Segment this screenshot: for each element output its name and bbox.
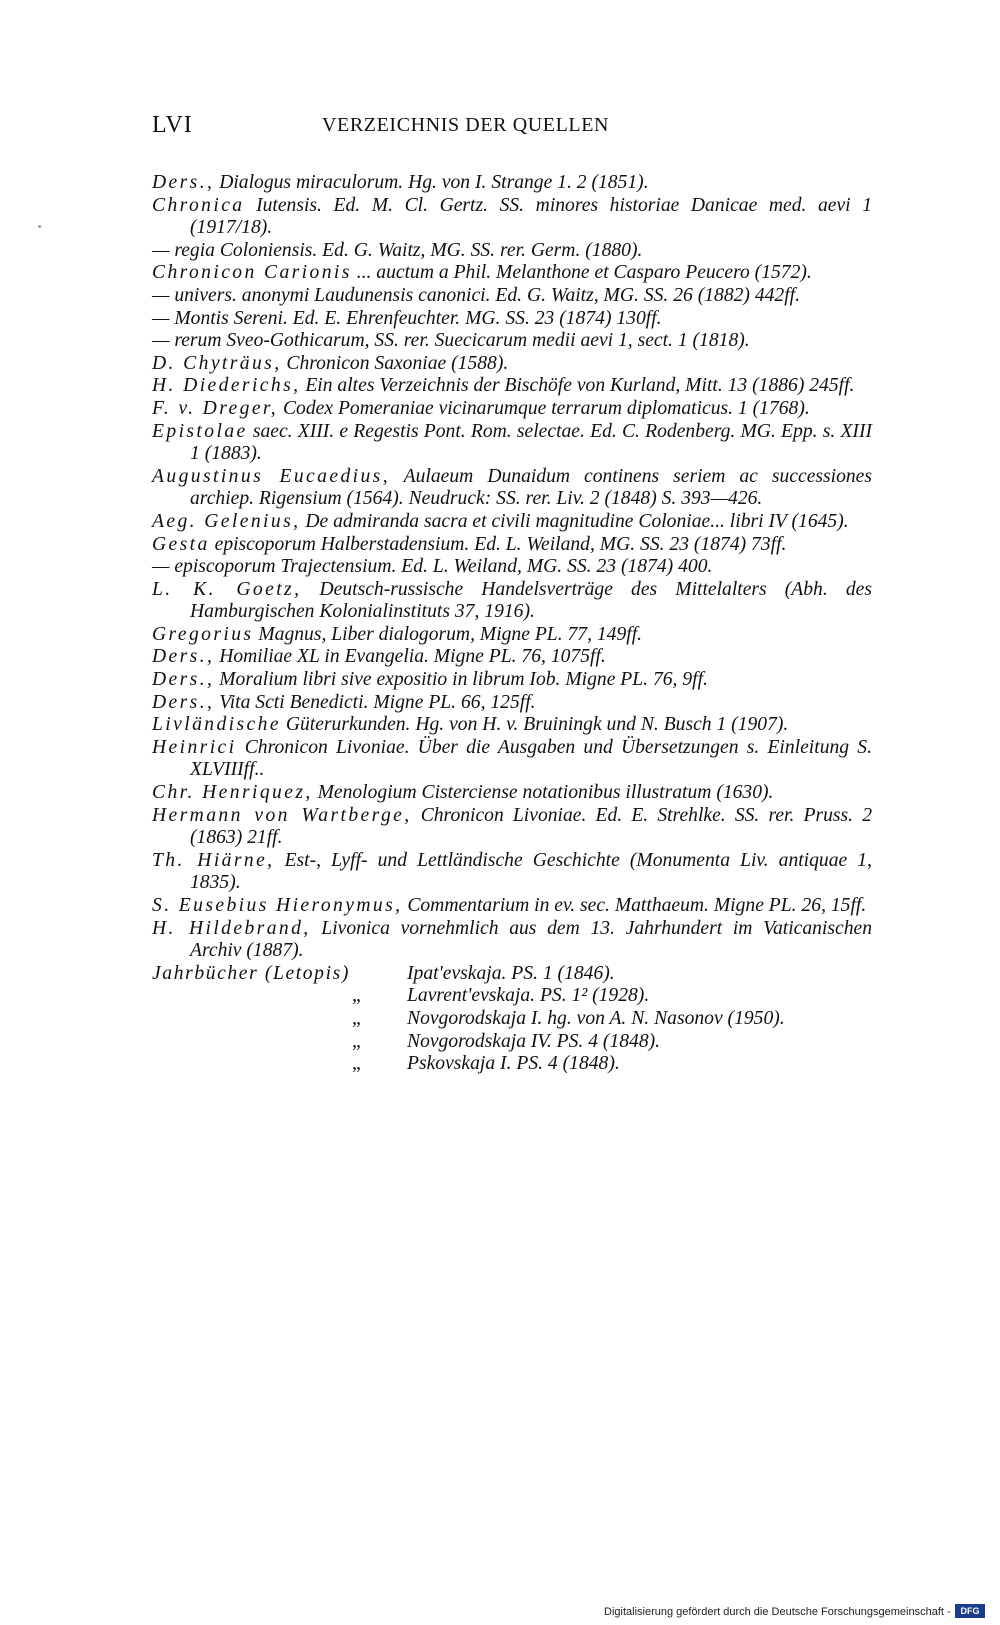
entry-author: H. Hildebrand,	[152, 917, 311, 939]
list-item	[152, 262, 872, 285]
list-item	[152, 195, 872, 240]
entry-author: Aeg. Gelenius,	[152, 510, 301, 532]
entry-text: Ipat'evskaja. PS. 1 (1846).	[407, 962, 615, 984]
entry-text: Homiliae XL in Evangelia. Migne PL. 76, 1075ff.	[219, 646, 606, 668]
running-title: VERZEICHNIS DER QUELLEN	[322, 114, 610, 136]
jahrbuecher-lead: Jahrbücher (Letopis)	[152, 962, 350, 984]
entry-text: episcoporum Halberstadensium. Ed. L. Weiland, MG. SS. 23 (1874) 73ff.	[214, 533, 787, 555]
entry-text: Magnus, Liber dialogorum, Migne PL. 77, 149ff.	[258, 623, 643, 645]
list-item	[152, 375, 872, 398]
list-item	[152, 398, 872, 421]
list-item	[152, 1008, 872, 1031]
source-list	[152, 172, 872, 1076]
entry-author: Hermann von Wartberge,	[152, 804, 412, 826]
list-item	[152, 737, 872, 782]
entry-text: Est-, Lyff- und Lettländische Geschichte (Monumenta Liv. antiquae 1, 1835).	[190, 849, 872, 894]
entry-text: — Montis Sereni. Ed. E. Ehrenfeuchter. MG. SS. 23 (1874) 130ff.	[152, 307, 662, 329]
list-item	[152, 850, 872, 895]
entry-author: Ders.,	[152, 691, 215, 713]
entry-text: Pskovskaja I. PS. 4 (1848).	[407, 1053, 620, 1075]
entry-author: Ders.,	[152, 646, 215, 668]
list-item	[152, 353, 872, 376]
list-item	[152, 805, 872, 850]
entry-text: De admiranda sacra et civili magnitudine Coloniae... libri IV (1645).	[305, 510, 849, 532]
page-header	[152, 112, 872, 152]
entry-author: S. Eusebius Hieronymus,	[152, 895, 403, 916]
entry-author: Gesta	[152, 533, 210, 555]
jahrbuecher-block	[152, 963, 872, 1076]
entry-text: — univers. anonymi Laudunensis canonici. Ed. G. Waitz, MG. SS. 26 (1882) 442ff.	[152, 284, 801, 306]
entry-author: Gregorius	[152, 623, 254, 645]
entry-text: Ein altes Verzeichnis der Bischöfe von Kurland, Mitt. 13 (1886) 245ff.	[305, 375, 855, 397]
list-item	[152, 646, 872, 669]
entry-author: H. Diederichs,	[152, 375, 301, 397]
ditto-mark: „	[352, 1053, 361, 1075]
entry-text: Codex Pomeraniae vicinarumque terrarum diplomaticus. 1 (1768).	[282, 397, 810, 419]
entry-author: Ders.,	[152, 172, 215, 193]
entry-text: Aulaeum Dunaidum continens seriem ac successiones archiep. Rigensium (1564). Neudruck: SS. rer. Liv. 2 (1848) S. 393—426.	[190, 465, 873, 510]
entry-author: L. K. Goetz,	[152, 578, 302, 600]
entry-text: Chronicon Saxoniae (1588).	[286, 352, 509, 374]
list-item	[152, 963, 872, 986]
entry-text: Moralium libri sive expositio in librum Iob. Migne PL. 76, 9ff.	[219, 669, 708, 691]
list-item	[152, 240, 872, 263]
list-item	[152, 534, 872, 557]
ditto-mark: „	[352, 985, 361, 1007]
entry-text: — rerum Sveo-Gothicarum, SS. rer. Suecicarum medii aevi 1, sect. 1 (1818).	[152, 330, 750, 352]
entry-text: Chronicon Livoniae. Ed. E. Strehlke. SS. rer. Pruss. 2 (1863) 21ff.	[190, 804, 872, 849]
entry-author: Heinrici	[152, 736, 237, 758]
ditto-mark: „	[352, 1007, 361, 1029]
entry-text: saec. XIII. e Regestis Pont. Rom. selectae. Ed. C. Rodenberg. MG. Epp. s. XIII 1 (1883).	[190, 420, 872, 465]
entry-text: Güterurkunden. Hg. von H. v. Bruiningk und N. Busch 1 (1907).	[285, 714, 789, 736]
entry-author: F. v. Dreger,	[152, 397, 279, 419]
list-item	[152, 172, 872, 195]
entry-author: Livländische	[152, 714, 281, 736]
entry-author: Ders.,	[152, 669, 215, 691]
entry-text: Chronicon Livoniae. Über die Ausgaben und Übersetzungen s. Einleitung S. XLVIIIff..	[190, 736, 872, 781]
entry-text: Livonica vornehmlich aus dem 13. Jahrhundert im Vaticanischen Archiv (1887).	[190, 917, 872, 962]
entry-text: Commentarium in ev. sec. Matthaeum. Migne PL. 26, 15ff.	[407, 895, 867, 916]
entry-text: — episcoporum Trajectensium. Ed. L. Weiland, MG. SS. 23 (1874) 400.	[152, 556, 713, 578]
entry-text: Lavrent'evskaja. PS. 1² (1928).	[407, 985, 650, 1007]
entry-author: Chronicon Carionis	[152, 262, 352, 284]
entry-text: Menologium Cisterciense notationibus illustratum (1630).	[317, 782, 774, 804]
entry-text: Novgorodskaja I. hg. von A. N. Nasonov (1950).	[407, 1007, 785, 1029]
entry-text: Vita Scti Benedicti. Migne PL. 66, 125ff.	[219, 691, 536, 713]
list-item	[152, 556, 872, 579]
list-item	[152, 624, 872, 647]
scan-speck	[38, 225, 41, 228]
list-item	[152, 669, 872, 692]
list-item	[152, 895, 872, 918]
ditto-mark: „	[352, 1030, 361, 1052]
list-item	[152, 308, 872, 331]
entry-text: Deutsch-russische Handelsverträge des Mittelalters (Abh. des Hamburgischen Kolonialinstituts 37, 1916).	[190, 578, 872, 623]
page-number: LVI	[152, 112, 193, 138]
entry-text: — regia Coloniensis. Ed. G. Waitz, MG. SS. rer. Germ. (1880).	[152, 239, 643, 261]
list-item	[152, 714, 872, 737]
entry-author: D. Chyträus,	[152, 352, 282, 374]
list-item	[152, 466, 872, 511]
list-item	[152, 782, 872, 805]
entry-text: Iutensis. Ed. M. Cl. Gertz. SS. minores historiae Danicae med. aevi 1 (1917/18).	[190, 194, 873, 239]
entry-author: Epistolae	[152, 420, 248, 442]
list-item	[152, 918, 872, 963]
list-item	[152, 511, 872, 534]
list-item	[152, 692, 872, 715]
entry-text: ... auctum a Phil. Melanthone et Casparo Peucero (1572).	[356, 262, 812, 284]
digitization-credit: Digitalisierung gefördert durch die Deutsche Forschungsgemeinschaft -	[604, 1606, 951, 1618]
entry-author: Chronica	[152, 194, 245, 216]
list-item	[152, 985, 872, 1008]
entry-author: Th. Hiärne,	[152, 849, 275, 871]
entry-author: Augustinus Eucaedius,	[152, 465, 391, 487]
entry-text: Novgorodskaja IV. PS. 4 (1848).	[407, 1030, 661, 1052]
list-item	[152, 330, 872, 353]
list-item	[152, 1053, 872, 1076]
list-item	[152, 1031, 872, 1054]
entry-text: Dialogus miraculorum. Hg. von I. Strange 1. 2 (1851).	[219, 172, 649, 193]
list-item	[152, 285, 872, 308]
list-item	[152, 421, 872, 466]
list-item	[152, 579, 872, 624]
entry-author: Chr. Henriquez,	[152, 782, 313, 804]
dfg-logo: DFG	[955, 1604, 985, 1618]
